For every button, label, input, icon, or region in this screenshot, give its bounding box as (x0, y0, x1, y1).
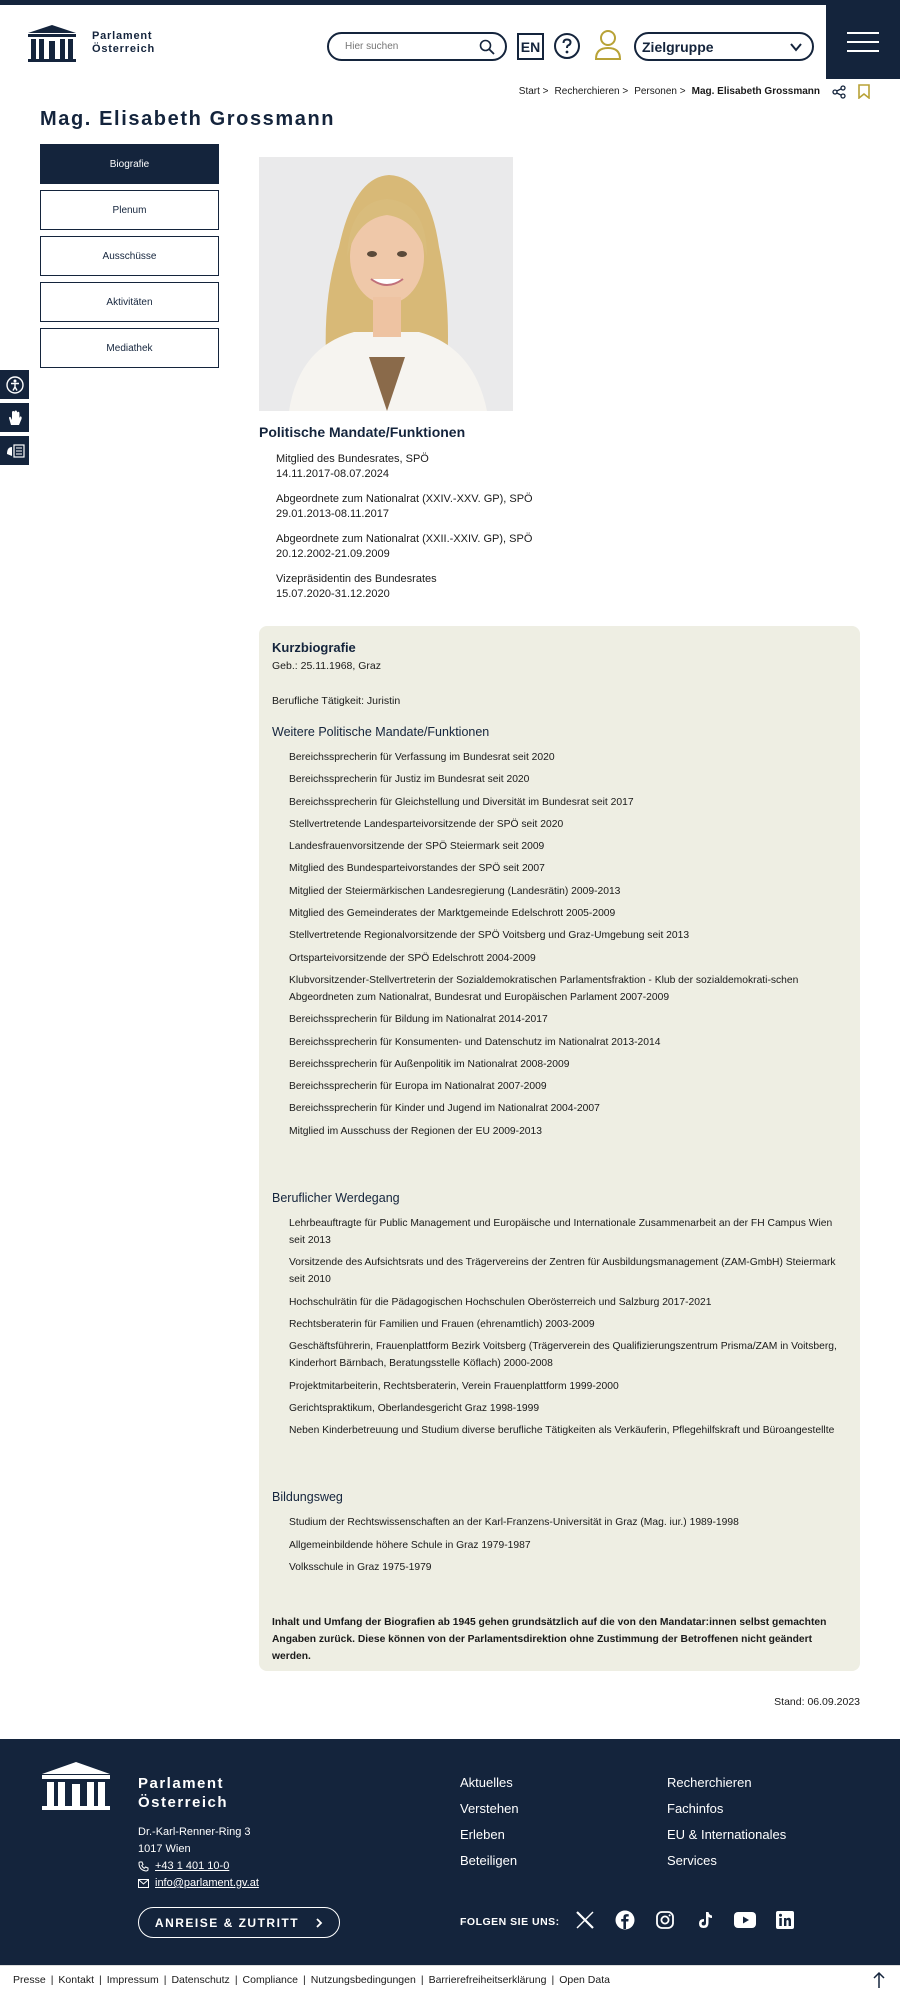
footer-link-recherchieren[interactable]: Recherchieren (667, 1775, 752, 1790)
portrait-image (259, 157, 513, 411)
footer-address (138, 1824, 259, 1892)
footer-brand (138, 1774, 228, 1812)
legal-link-nutzungsbedingungen[interactable]: Nutzungsbedingungen (310, 1973, 416, 1986)
side-nav-ausschuesse[interactable]: Ausschüsse (40, 236, 219, 276)
footer-link-aktuelles[interactable]: Aktuelles (460, 1775, 513, 1790)
further-mandates-heading: Weitere Politische Mandate/Funktionen (272, 725, 490, 739)
parliament-building-icon (26, 23, 78, 63)
breadcrumb-recherchieren[interactable]: Recherchieren > (554, 86, 629, 97)
education-list (289, 1514, 847, 1576)
list-item: Landesfrauenvorsitzende der SPÖ Steiermark seit 2009 (289, 841, 545, 853)
footer-link-eu-internationales[interactable]: EU & Internationales (667, 1827, 787, 1842)
phone-icon (138, 1861, 149, 1872)
section-spacer (272, 1444, 847, 1472)
travel-access-label: ANREISE & ZUTRITT (154, 1915, 300, 1930)
legal-link-kontakt[interactable]: Kontakt (58, 1973, 95, 1986)
search-box[interactable] (327, 32, 507, 61)
follow-us-label: FOLGEN SIE UNS: (460, 1916, 560, 1928)
list-item: Allgemeinbildende höhere Schule in Graz 1979-1987 (289, 1539, 531, 1551)
list-item: Bereichssprecherin für Justiz im Bundesrat seit 2020 (289, 774, 530, 786)
list-item: Volksschule in Graz 1975-1979 (289, 1562, 432, 1574)
bookmark-icon[interactable] (858, 84, 870, 99)
footer-brand-line-2: Österreich (138, 1794, 229, 1811)
chevron-right-icon (315, 1917, 323, 1929)
career-list (289, 1215, 847, 1439)
target-group-select[interactable] (634, 32, 814, 61)
list-item: Ortsparteivorsitzende der SPÖ Edelschrott 2004-2009 (289, 952, 536, 964)
list-item: Bereichssprecherin für Bildung im Nationalrat 2014-2017 (289, 1014, 548, 1026)
language-switch-button[interactable]: EN (517, 33, 544, 60)
footer-street: Dr.-Karl-Renner-Ring 3 (138, 1826, 251, 1838)
sign-language-button[interactable] (0, 403, 29, 432)
mandate-item (276, 532, 559, 562)
site-footer (0, 1739, 900, 1965)
legal-link-datenschutz[interactable]: Datenschutz (171, 1973, 230, 1986)
last-updated: Stand: 06.09.2023 (774, 1696, 860, 1708)
mandates-section (259, 424, 559, 612)
legal-link-barrierefreiheit[interactable]: Barrierefreiheitserklärung (428, 1973, 547, 1986)
breadcrumb-personen[interactable]: Personen > (634, 86, 686, 97)
menu-button[interactable] (826, 5, 900, 79)
birth-info: Geb.: 25.11.1968, Graz (272, 660, 381, 672)
list-item: Gerichtspraktikum, Oberlandesgericht Graz 1998-1999 (289, 1402, 540, 1414)
linkedin-icon[interactable] (774, 1909, 796, 1931)
list-item: Neben Kinderbetreuung und Studium diverse berufliche Tätigkeiten als Verkäuferin, Pflegehilfskraft und Büroangestellte (289, 1425, 835, 1437)
accessibility-icon (6, 376, 24, 394)
side-nav-biografie[interactable]: Biografie (40, 144, 219, 184)
chevron-down-icon (788, 39, 804, 55)
list-item: Mitglied im Ausschuss der Regionen der EU 2009-2013 (289, 1125, 542, 1137)
mandate-period: 14.11.2017-08.07.2024 (276, 468, 389, 480)
footer-email-link[interactable]: info@parlament.gv.at (155, 1877, 259, 1889)
career-heading: Beruflicher Werdegang (272, 1191, 400, 1206)
profile-side-nav (40, 144, 219, 374)
separator: | (551, 1973, 555, 1986)
separator: | (163, 1973, 167, 1986)
easy-language-button[interactable] (0, 436, 29, 465)
mandate-item (276, 492, 559, 522)
easy-language-icon (5, 442, 25, 460)
list-item: Stellvertretende Landesparteivorsitzende der SPÖ seit 2020 (289, 818, 564, 830)
separator: | (303, 1973, 306, 1986)
search-input[interactable] (345, 41, 485, 52)
logo-line-2: Österreich (92, 43, 156, 55)
parliament-building-icon[interactable] (40, 1760, 112, 1812)
side-nav-mediathek[interactable]: Mediathek (40, 328, 219, 368)
menu-icon-bar (847, 50, 879, 52)
mandates-heading: Politische Mandate/Funktionen (259, 424, 466, 440)
legal-link-presse[interactable]: Presse (13, 1973, 46, 1986)
footer-link-beteiligen[interactable]: Beteiligen (460, 1853, 518, 1868)
list-item: Lehrbeauftragte für Public Management und Europäische und Internationale Zusammenarbeit an der FH Campus Wien seit 2013 (289, 1218, 833, 1247)
mandate-title: Abgeordnete zum Nationalrat (XXII.-XXIV. GP), SPÖ (276, 533, 533, 545)
facebook-icon[interactable] (614, 1909, 636, 1931)
target-group-label: Zielgruppe (642, 38, 714, 55)
page-title: Mag. Elisabeth Grossmann (40, 108, 336, 130)
logo-line-1: Parlament (92, 30, 153, 42)
list-item: Mitglied der Steiermärkischen Landesregierung (Landesrätin) 2009-2013 (289, 885, 621, 897)
list-item: Mitglied des Gemeinderates der Marktgemeinde Edelschrott 2005-2009 (289, 908, 616, 920)
mandate-title: Abgeordnete zum Nationalrat (XXIV.-XXV. GP), SPÖ (276, 493, 533, 505)
breadcrumb-current: Mag. Elisabeth Grossmann (691, 86, 820, 97)
footer-link-erleben[interactable]: Erleben (460, 1827, 505, 1842)
mandate-period: 15.07.2020-31.12.2020 (276, 588, 390, 600)
footer-city: 1017 Wien (138, 1843, 191, 1855)
arrow-up-icon[interactable] (872, 1971, 886, 1989)
breadcrumb-start[interactable]: Start > (518, 86, 549, 97)
footer-phone-row (138, 1858, 259, 1875)
short-biography-box (259, 626, 860, 1671)
separator: | (50, 1973, 54, 1986)
mandate-title: Mitglied des Bundesrates, SPÖ (276, 453, 429, 465)
social-links (574, 1909, 796, 1931)
bio-disclaimer: Inhalt und Umfang der Biografien ab 1945 gehen grundsätzlich auf die von den Mandatar:innen selbst gemachten Angaben zurück. Diese können von der Parlamentsdirektion ohne Zustimmung der Betroffenen nicht geändert werden. (272, 1617, 827, 1663)
list-item: Bereichssprecherin für Außenpolitik im Nationalrat 2008-2009 (289, 1058, 570, 1070)
list-item: Geschäftsführerin, Frauenplattform Bezirk Voitsberg (Trägerverein des Qualifizierungszentrum Prisma/ZAM in Voitsberg, Kinderhort Bärnbach, Beratungsstelle Köflach) 2000-2008 (289, 1341, 837, 1370)
separator: | (420, 1973, 424, 1986)
bio-heading: Kurzbiografie (272, 640, 356, 655)
list-item: Bereichssprecherin für Kinder und Jugend im Nationalrat 2004-2007 (289, 1103, 600, 1115)
mandate-title: Vizepräsidentin des Bundesrates (276, 573, 437, 585)
footer-link-verstehen[interactable]: Verstehen (460, 1801, 519, 1816)
help-icon[interactable] (553, 32, 581, 60)
profession-info: Berufliche Tätigkeit: Juristin (272, 695, 401, 707)
legal-link-open-data[interactable]: Open Data (559, 1973, 610, 1986)
footer-links-column-1 (460, 1770, 519, 1874)
share-icon[interactable] (832, 85, 846, 99)
tiktok-icon[interactable] (694, 1909, 716, 1931)
list-item: Projektmitarbeiterin, Rechtsberaterin, Verein Frauenplattform 1999-2000 (289, 1380, 619, 1392)
mandate-period: 29.01.2013-08.11.2017 (276, 508, 389, 520)
list-item: Vorsitzende des Aufsichtsrats und des Trägervereins der Zentren für Ausbildungsmanagement (ZAM-GmbH) Steiermark seit 2010 (289, 1257, 836, 1286)
user-icon[interactable] (594, 29, 622, 61)
separator: | (99, 1973, 102, 1986)
travel-access-button[interactable] (138, 1907, 340, 1938)
separator: | (234, 1973, 238, 1986)
list-item: Bereichssprecherin für Konsumenten- und Datenschutz im Nationalrat 2013-2014 (289, 1036, 661, 1048)
parlament-logo[interactable] (26, 23, 155, 63)
portrait-photo (259, 157, 513, 411)
search-icon[interactable] (479, 39, 495, 55)
list-item: Bereichssprecherin für Gleichstellung und Diversität im Bundesrat seit 2017 (289, 796, 634, 808)
mandate-item (276, 452, 559, 482)
side-nav-aktivitaeten[interactable]: Aktivitäten (40, 282, 219, 322)
legal-link-impressum[interactable]: Impressum (106, 1973, 159, 1986)
footer-phone-link[interactable]: +43 1 401 10-0 (155, 1860, 230, 1872)
section-spacer (272, 1145, 847, 1173)
mandate-item (276, 572, 559, 602)
footer-link-fachinfos[interactable]: Fachinfos (667, 1801, 724, 1816)
footer-brand-line-1: Parlament (138, 1775, 225, 1792)
list-item: Stellvertretende Regionalvorsitzende der SPÖ Voitsberg und Graz-Umgebung seit 2013 (289, 930, 690, 942)
list-item: Hochschulrätin für die Pädagogischen Hochschulen Oberösterreich und Salzburg 2017-2021 (289, 1296, 712, 1308)
accessibility-toolbar (0, 370, 29, 469)
legal-link-compliance[interactable]: Compliance (242, 1973, 298, 1986)
list-item: Bereichssprecherin für Europa im Nationalrat 2007-2009 (289, 1081, 547, 1093)
youtube-icon[interactable] (734, 1909, 756, 1931)
menu-icon-bar (847, 32, 879, 34)
mandate-period: 20.12.2002-21.09.2009 (276, 548, 390, 560)
list-item: Rechtsberaterin für Familien und Frauen (ehrenamtlich) 2003-2009 (289, 1318, 595, 1330)
further-mandates-list (289, 749, 847, 1140)
accessibility-button[interactable] (0, 370, 29, 399)
footer-email-row (138, 1875, 259, 1892)
footer-links-column-2 (667, 1770, 786, 1874)
breadcrumb (513, 84, 870, 99)
list-item: Klubvorsitzender-Stellvertreterin der Sozialdemokratischen Parlamentsfraktion - Klub der sozialdemokrati-schen Abgeordneten zum Nationalrat, Bundesrat und Europäischen Parlament 2007-2009 (289, 974, 799, 1003)
side-nav-plenum[interactable]: Plenum (40, 190, 219, 230)
hand-icon (6, 409, 24, 427)
list-item: Mitglied des Bundesparteivorstandes der SPÖ seit 2007 (289, 863, 545, 875)
education-heading: Bildungsweg (272, 1490, 343, 1505)
legal-links-bar (0, 1965, 900, 1993)
menu-icon-bar (847, 41, 879, 43)
x-icon[interactable] (574, 1909, 596, 1931)
list-item: Studium der Rechtswissenschaften an der Karl-Franzens-Universität in Graz (Mag. iur.) 1989-1998 (289, 1517, 739, 1529)
list-item: Bereichssprecherin für Verfassung im Bundesrat seit 2020 (289, 752, 555, 763)
mail-icon (138, 1879, 149, 1888)
instagram-icon[interactable] (654, 1909, 676, 1931)
site-header (0, 5, 900, 79)
footer-link-services[interactable]: Services (667, 1853, 717, 1868)
